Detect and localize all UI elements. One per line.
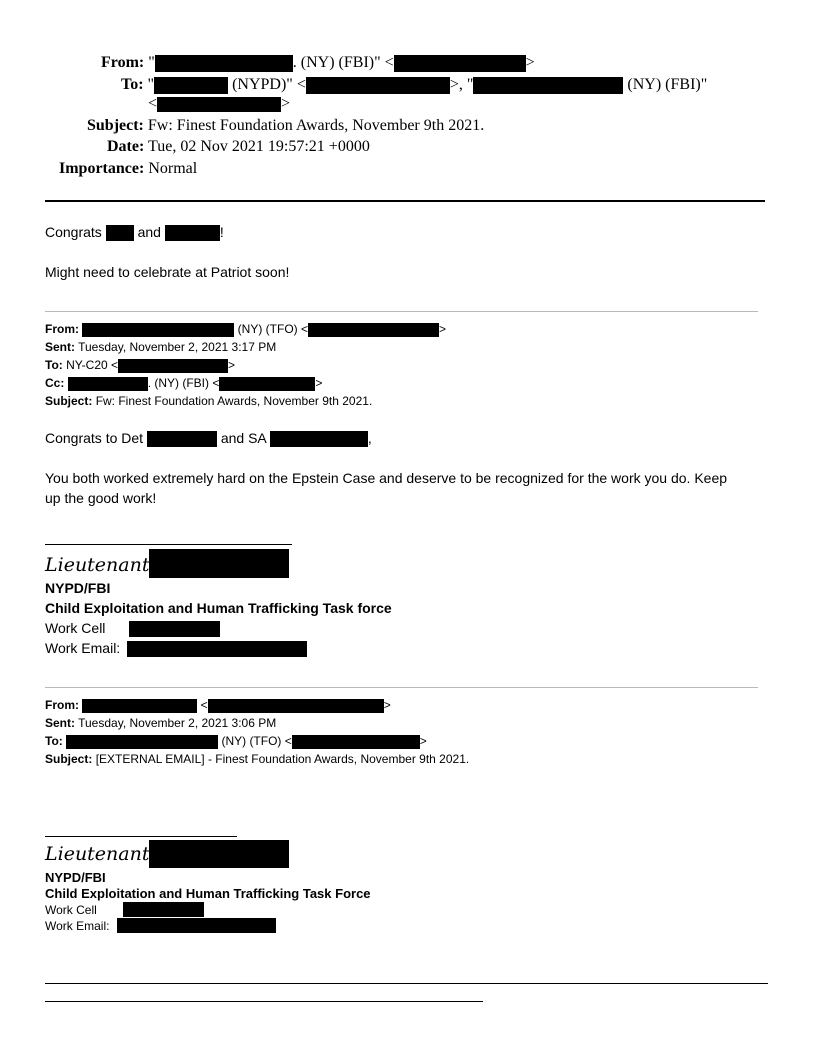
signature2-email-label: Work Email: xyxy=(45,919,110,933)
redaction-box xyxy=(219,377,315,391)
header-to-label: To: xyxy=(121,76,144,93)
redaction-box xyxy=(117,918,276,933)
redaction-box xyxy=(66,735,218,749)
forward1-sent-row xyxy=(45,338,276,356)
forward2-subject: [EXTERNAL EMAIL] - Finest Foundation Awards, November 9th 2021. xyxy=(95,752,470,766)
header-date: Tue, 02 Nov 2021 19:57:21 +0000 xyxy=(148,138,370,155)
redaction-box xyxy=(147,431,217,447)
header-importance-label: Importance: xyxy=(59,160,145,177)
signature1-cell-label: Work Cell xyxy=(45,620,106,636)
header-importance: Normal xyxy=(148,160,198,177)
forward2-from-mid: < xyxy=(197,698,208,712)
forward2-sent-label: Sent: xyxy=(45,716,75,730)
forward1-body-text: , xyxy=(367,430,372,446)
redaction-box xyxy=(473,77,623,94)
forward1-cc-close: > xyxy=(315,376,323,390)
forward1-subject-label: Subject: xyxy=(45,394,93,408)
redaction-box xyxy=(165,225,220,241)
redaction-box xyxy=(154,77,228,94)
redaction-box xyxy=(82,699,197,713)
redaction-box xyxy=(157,97,281,112)
signature1-line xyxy=(45,544,292,545)
forward1-cc-mid: . (NY) (FBI) < xyxy=(147,376,220,390)
redaction-box xyxy=(127,641,307,657)
forward1-subject-row xyxy=(45,392,372,410)
redaction-box xyxy=(149,840,289,868)
forward2-to-label: To: xyxy=(45,734,63,748)
forward1-to-row xyxy=(45,356,235,374)
signature1-org: NYPD/FBI xyxy=(45,580,111,596)
signature2-cell-label: Work Cell xyxy=(45,903,97,917)
forward2-sent: Tuesday, November 2, 2021 3:06 PM xyxy=(78,716,277,730)
redaction-box xyxy=(129,621,220,637)
forward1-sent-label: Sent: xyxy=(45,340,75,354)
header-to-open: " xyxy=(147,76,155,93)
redaction-box xyxy=(292,735,420,749)
redaction-box xyxy=(270,431,368,447)
redaction-box xyxy=(308,323,439,337)
signature1-unit: Child Exploitation and Human Trafficking Task force xyxy=(45,600,392,616)
forward1-body-line2: You both worked extremely hard on the Epstein Case and deserve to be recognized for the work you do. Keep xyxy=(45,470,728,486)
forward1-sent: Tuesday, November 2, 2021 3:17 PM xyxy=(78,340,277,354)
forward2-to-close: > xyxy=(419,734,427,748)
forward1-from-mid: (NY) (TFO) < xyxy=(234,322,309,336)
forward2-to-row xyxy=(45,732,427,750)
message1-text: Congrats xyxy=(45,224,106,240)
forward1-cc-label: Cc: xyxy=(45,376,65,390)
redaction-box xyxy=(118,359,228,373)
header-from-open: " xyxy=(148,54,155,71)
forward1-body-text: and SA xyxy=(216,430,270,446)
forward1-body-line1 xyxy=(45,428,372,448)
redaction-box xyxy=(306,77,450,94)
header-from-label: From: xyxy=(101,54,145,71)
forward1-to-label: To: xyxy=(45,358,63,372)
signature2-title xyxy=(45,842,150,866)
signature2-org: NYPD/FBI xyxy=(45,870,106,885)
forward1-body-line3: up the good work! xyxy=(45,490,157,506)
header-date-label: Date: xyxy=(107,138,145,155)
signature1-title-text: Lieutenant xyxy=(45,554,150,576)
signature2-line xyxy=(45,836,237,837)
footer-rule xyxy=(45,1001,483,1002)
header-to-line2-close: > xyxy=(281,95,291,112)
forward2-sent-row xyxy=(45,714,276,732)
forward1-to: NY-C20 < xyxy=(66,358,119,372)
header-importance-row xyxy=(59,159,197,179)
message1-line2: Might need to celebrate at Patriot soon! xyxy=(45,264,290,280)
message1-line1 xyxy=(45,222,224,242)
header-to-mid3: (NY) (FBI)" xyxy=(623,76,708,93)
header-from-suffix: . (NY) (FBI)" < xyxy=(292,54,394,71)
header-to-row xyxy=(121,75,707,95)
forward2-from-label: From: xyxy=(45,698,79,712)
forward1-from-label: From: xyxy=(45,322,79,336)
signature2-title-text: Lieutenant xyxy=(45,843,150,865)
signature1-email-label: Work Email: xyxy=(45,640,121,656)
forward1-subject: Fw: Finest Foundation Awards, November 9th 2021. xyxy=(95,394,373,408)
redaction-box xyxy=(394,55,526,72)
header-subject-label: Subject: xyxy=(87,117,144,134)
forward1-body-text: Congrats to Det xyxy=(45,430,147,446)
message1-text: and xyxy=(133,224,165,240)
forward2-to-mid: (NY) (TFO) < xyxy=(218,734,292,748)
forward2-from-row xyxy=(45,696,391,714)
forward1-to-close: > xyxy=(228,358,236,372)
signature1-title xyxy=(45,553,150,577)
header-from-row xyxy=(101,53,535,73)
header-from-close: > xyxy=(525,54,535,71)
forward2-from-close: > xyxy=(383,698,391,712)
header-to-mid1: (NYPD)" < xyxy=(228,76,306,93)
forward1-from-close: > xyxy=(439,322,447,336)
header-divider xyxy=(45,200,765,202)
footer-rule xyxy=(45,983,768,984)
signature2-unit: Child Exploitation and Human Trafficking Task Force xyxy=(45,886,371,901)
redaction-box xyxy=(123,902,204,917)
forward1-cc-row xyxy=(45,374,322,392)
forward2-subject-label: Subject: xyxy=(45,752,93,766)
redaction-box xyxy=(149,549,289,578)
redaction-box xyxy=(106,225,134,241)
redaction-box xyxy=(68,377,148,391)
header-to-mid2: >, " xyxy=(449,76,474,93)
redaction-box xyxy=(82,323,234,337)
message1-text: ! xyxy=(219,224,224,240)
header-to-line2-open: < xyxy=(148,95,158,112)
header-to-row-continued xyxy=(148,94,290,114)
forward2-divider xyxy=(45,687,758,688)
forward2-subject-row xyxy=(45,750,469,768)
header-subject: Fw: Finest Foundation Awards, November 9th 2021. xyxy=(147,117,485,134)
header-subject-row xyxy=(87,116,484,136)
forward1-from-row xyxy=(45,320,446,338)
header-date-row xyxy=(107,137,370,157)
redaction-box xyxy=(155,55,293,72)
forward1-divider xyxy=(45,311,758,312)
redaction-box xyxy=(208,699,384,713)
